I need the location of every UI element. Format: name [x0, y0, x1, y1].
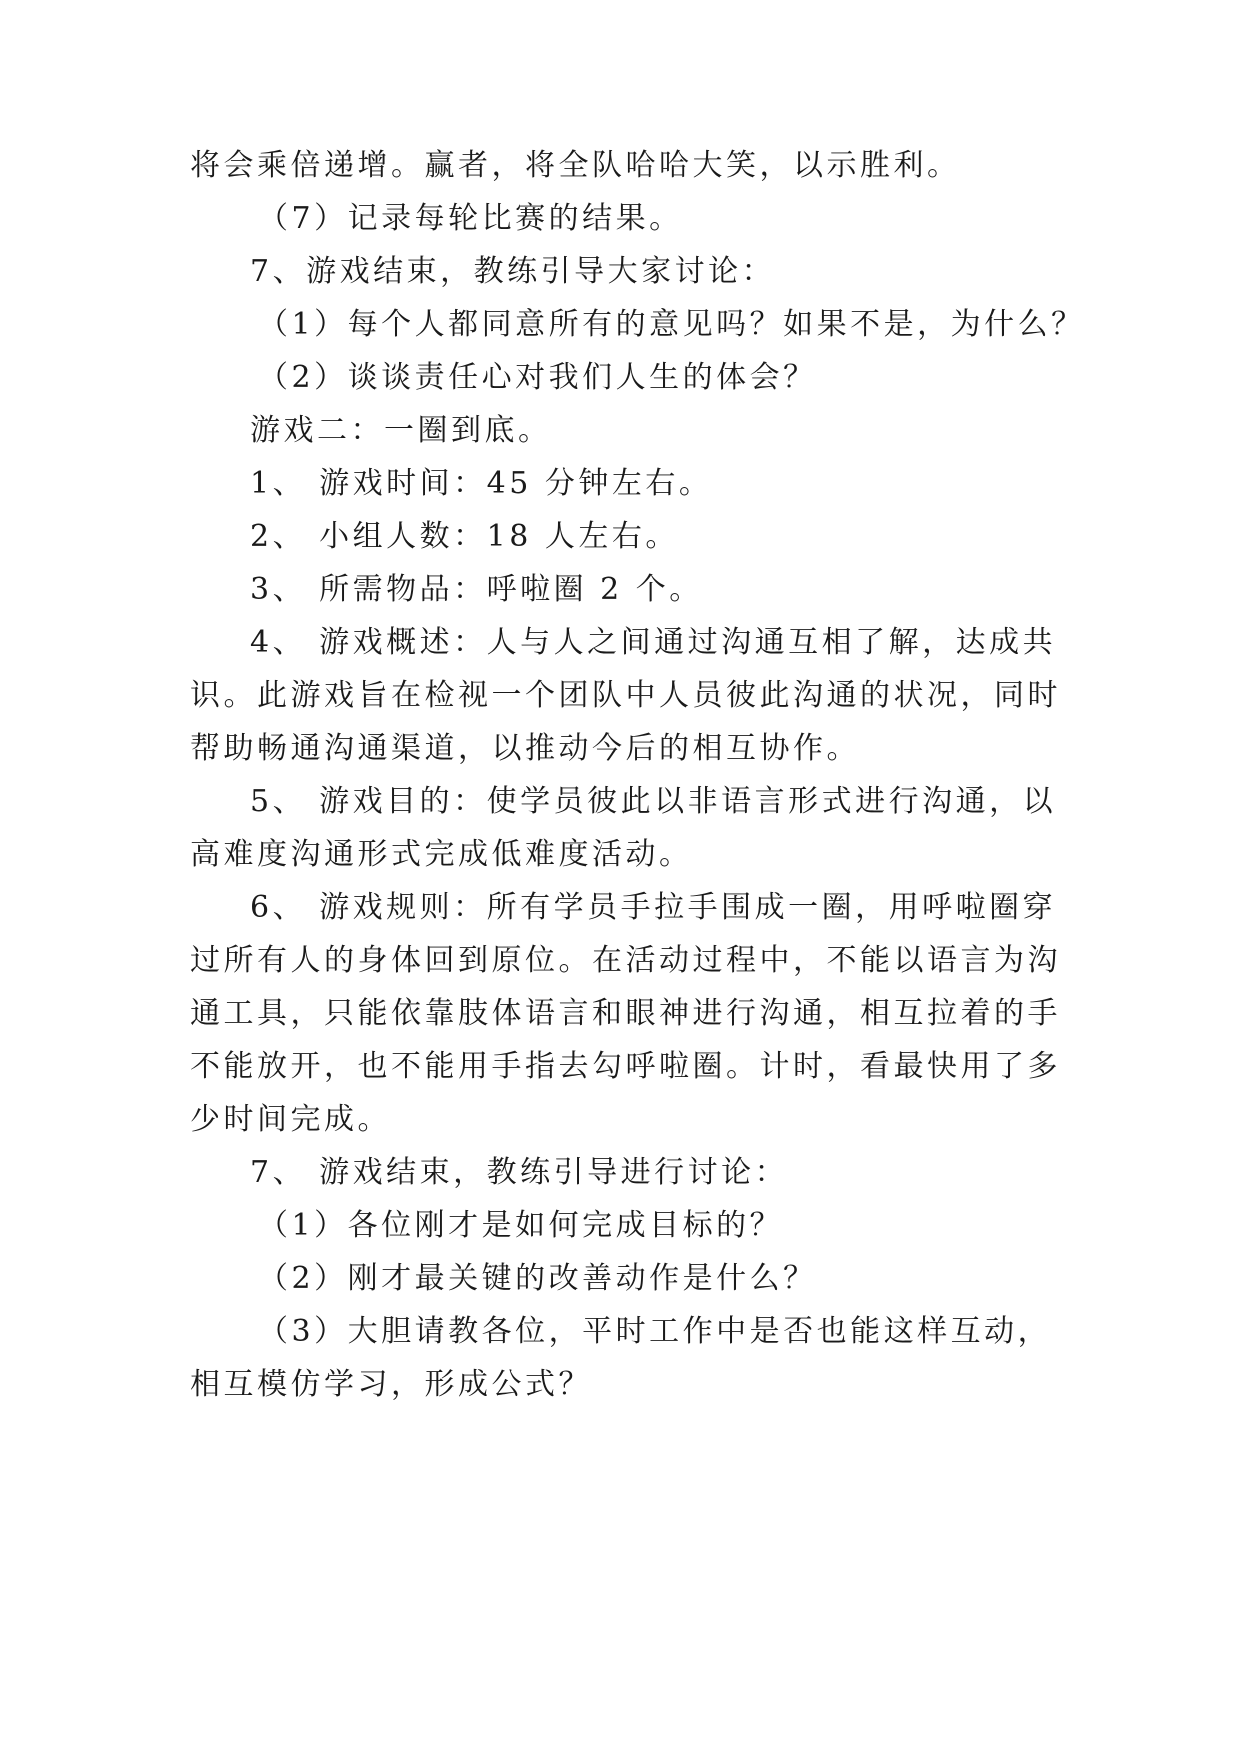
text-line: 7、游戏结束，教练引导大家讨论： [250, 254, 776, 289]
text-line: 高难度沟通形式完成低难度活动。 [190, 837, 693, 872]
text-line: 2、 小组人数：18 人左右。 [250, 519, 679, 554]
text-line: （3）大胆请教各位，平时工作中是否也能这样互动， [258, 1314, 1052, 1349]
text-line: 5、 游戏目的：使学员彼此以非语言形式进行沟通，以 [250, 784, 1057, 819]
text-line: 6、 游戏规则：所有学员手拉手围成一圈，用呼啦圈穿 [250, 890, 1057, 925]
text-line: （1）各位刚才是如何完成目标的？ [258, 1208, 784, 1243]
text-line: 帮助畅通沟通渠道，以推动今后的相互协作。 [190, 731, 860, 766]
text-line: 过所有人的身体回到原位。在活动过程中，不能以语言为沟 [190, 943, 1061, 978]
text-line: 7、 游戏结束，教练引导进行讨论： [250, 1155, 789, 1190]
text-line: （1）每个人都同意所有的意见吗？如果不是，为什么？ [258, 307, 1085, 342]
text-line: 识。此游戏旨在检视一个团队中人员彼此沟通的状况，同时 [190, 678, 1061, 713]
text-line: （2）刚才最关键的改善动作是什么？ [258, 1261, 817, 1296]
text-line: 少时间完成。 [190, 1102, 391, 1137]
text-line: 通工具，只能依靠肢体语言和眼神进行沟通，相互拉着的手 [190, 996, 1061, 1031]
text-line: 4、 游戏概述：人与人之间通过沟通互相了解，达成共 [250, 625, 1057, 660]
text-line: （2）谈谈责任心对我们人生的体会？ [258, 360, 817, 395]
text-line: 3、 所需物品：呼啦圈 2 个。 [250, 572, 703, 607]
text-line: 1、 游戏时间：45 分钟左右。 [250, 466, 713, 501]
text-line: 不能放开，也不能用手指去勾呼啦圈。计时，看最快用了多 [190, 1049, 1061, 1084]
text-line: 相互模仿学习，形成公式？ [190, 1367, 592, 1402]
text-line: （7）记录每轮比赛的结果。 [258, 201, 683, 236]
text-line: 将会乘倍递增。赢者，将全队哈哈大笑，以示胜利。 [190, 148, 961, 183]
section-heading: 游戏二：一圈到底。 [250, 413, 552, 448]
